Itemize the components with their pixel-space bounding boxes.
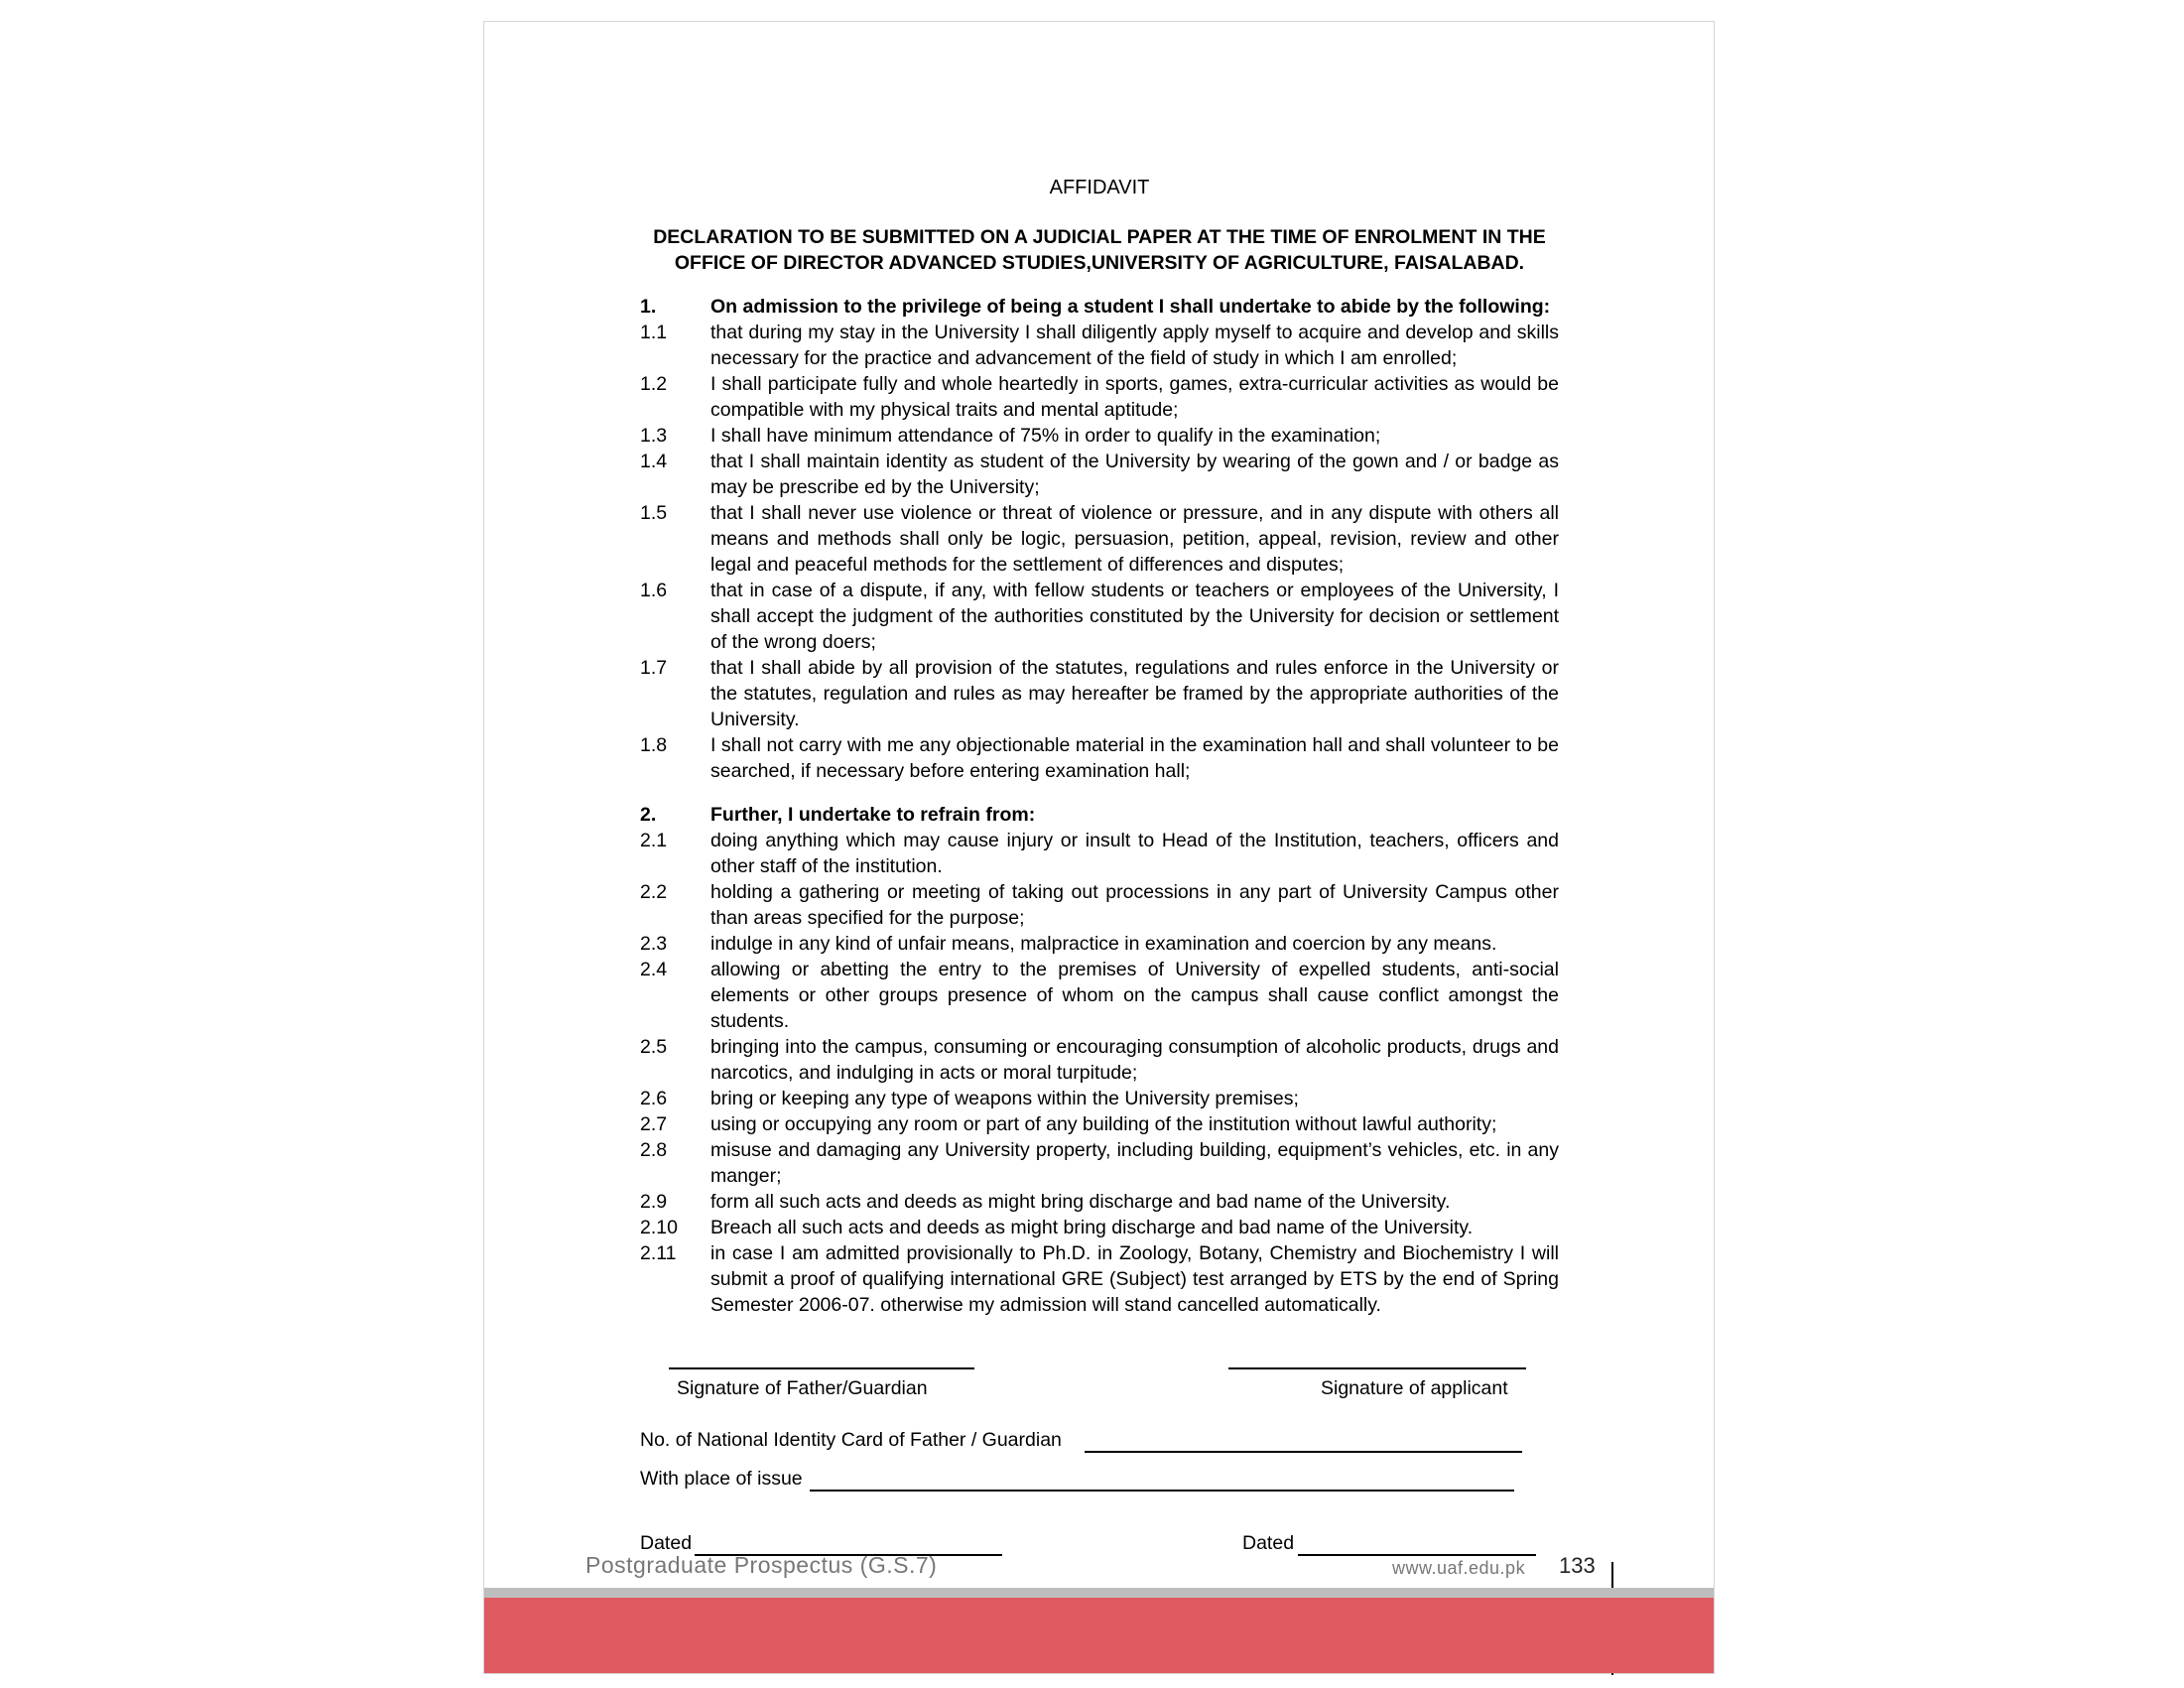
clause-item [640,1240,1559,1318]
applicant-signature-label: Signature of applicant [1321,1377,1508,1399]
clause-text: misuse and damaging any University property, including building, equipment’s vehicles, etc. in any manger; [710,1139,1559,1187]
clause-item [640,1034,1559,1086]
father-signature-label: Signature of Father/Guardian [677,1377,928,1399]
clause-text: allowing or abetting the entry to the premises of University of expelled students, anti-social elements or other groups presence of whom on the campus shall cause conflict amongst the students. [710,959,1559,1032]
clause-number: 1.6 [640,580,668,601]
dated-right-label: Dated [1242,1532,1295,1554]
clause-number: 1.5 [640,502,668,524]
clause-number: 2.11 [640,1242,677,1264]
footer-gray-band [484,1588,1714,1598]
clause-text: form all such acts and deeds as might bring discharge and bad name of the University. [710,1191,1451,1213]
footer-website-link[interactable]: www.uaf.edu.pk [1392,1558,1526,1578]
clause-item [640,879,1559,931]
clause-number: 1.8 [640,734,668,756]
clause-number: 2.10 [640,1217,678,1238]
dated-right-line[interactable] [1298,1554,1536,1556]
document-page [483,21,1715,1674]
clause-text: that during my stay in the University I shall diligently apply myself to acquire and develop and skills necessary for the practice and advancement of the field of study in which I am enrolled; [710,322,1559,369]
clause-item [640,828,1559,879]
clause-text: holding a gathering or meeting of taking out processions in any part of University Campus other than areas specified for the purpose; [710,881,1559,929]
clause-item [640,449,1559,500]
clause-text: I shall participate fully and whole heartedly in sports, games, extra-curricular activities as would be compatible with my physical traits and mental aptitude; [710,373,1559,421]
clause-text: bring or keeping any type of weapons within the University premises; [710,1088,1299,1109]
clause-number: 2.1 [640,830,668,851]
clause-number: 2.7 [640,1113,668,1135]
clause-number: 2.3 [640,933,668,955]
clause-text: Breach all such acts and deeds as might bring discharge and bad name of the University. [710,1217,1474,1238]
clause-item [640,1111,1559,1137]
clause-number: 2.8 [640,1139,668,1161]
clause-item [640,1215,1559,1240]
clause-text: that I shall abide by all provision of the statutes, regulations and rules enforce in the University or the statutes, regulation and rules as may hereafter be framed by the appropriate authorities of the University. [710,657,1559,730]
clause-number: 1.3 [640,425,668,447]
clause-item [640,957,1559,1034]
clause-text: bringing into the campus, consuming or encouraging consumption of alcoholic products, drugs and narcotics, and indulging in acts or moral turpitude; [710,1036,1559,1084]
clause-number: 1.4 [640,451,668,472]
section-2-heading [640,802,1559,828]
document-subtitle [640,224,1559,276]
section-1-heading [640,294,1559,320]
dated-left-label: Dated [640,1532,693,1554]
clause-text: in case I am admitted provisionally to Ph.D. in Zoology, Botany, Chemistry and Biochemistry I will submit a proof of qualifying international GRE (Subject) test arranged by ETS by the end of Spring Semester 2006-07. otherwise my admission will stand cancelled automatically. [710,1242,1559,1316]
section-number: 1. [640,296,657,318]
clause-number: 2.6 [640,1088,668,1109]
clause-number: 2.5 [640,1036,668,1058]
place-of-issue-label: With place of issue [640,1468,803,1490]
document-body [640,151,1559,1318]
document-title: AFFIDAVIT [1049,177,1150,198]
clause-text: indulge in any kind of unfair means, malpractice in examination and coercion by any means. [710,933,1497,955]
clause-item [640,732,1559,784]
nic-field-label: No. of National Identity Card of Father / Guardian [640,1429,1062,1451]
clause-item [640,500,1559,578]
subtitle-line-2: OFFICE OF DIRECTOR ADVANCED STUDIES,UNIVERSITY OF AGRICULTURE, FAISALABAD. [674,252,1525,274]
signature-area [484,1334,1716,1572]
clause-number: 1.1 [640,322,668,343]
clause-text: doing anything which may cause injury or insult to Head of the Institution, teachers, officers and other staff of the institution. [710,830,1559,877]
clause-text: that I shall maintain identity as student of the University by wearing of the gown and / or badge as may be prescribe ed by the University; [710,451,1559,498]
section-heading-text: On admission to the privilege of being a student I shall undertake to abide by the following: [710,296,1551,318]
clause-text: I shall have minimum attendance of 75% in order to qualify in the examination; [710,425,1381,447]
clause-item [640,1189,1559,1215]
footer-red-band [484,1598,1714,1673]
footer-prospectus-label: Postgraduate Prospectus (G.S.7) [585,1552,938,1578]
clause-number: 2.9 [640,1191,668,1213]
section-number: 2. [640,804,657,826]
clause-item [640,371,1559,423]
clause-item [640,423,1559,449]
clause-text: that I shall never use violence or threat of violence or pressure, and in any dispute with others all means and methods shall only be logic, persuasion, petition, appeal, revision, review and other legal and peaceful methods for the settlement of differences and disputes; [710,502,1559,576]
subtitle-line-1: DECLARATION TO BE SUBMITTED ON A JUDICIAL PAPER AT THE TIME OF ENROLMENT IN THE [653,226,1546,248]
clause-item [640,578,1559,655]
section-heading-text: Further, I undertake to refrain from: [710,804,1036,826]
father-signature-line[interactable] [669,1367,974,1369]
section-spacer [640,784,1559,802]
clause-text: that in case of a dispute, if any, with fellow students or teachers or employees of the University, I shall accept the judgment of the authorities constituted by the University for decision or settlement of the wrong doers; [710,580,1559,653]
nic-field-line[interactable] [1085,1451,1522,1453]
clause-number: 1.2 [640,373,668,395]
clause-item [640,320,1559,371]
clause-number: 2.2 [640,881,668,903]
clause-item [640,931,1559,957]
clause-text: using or occupying any room or part of any building of the institution without lawful authority; [710,1113,1497,1135]
clause-item [640,655,1559,732]
clause-item [640,1137,1559,1189]
applicant-signature-line[interactable] [1228,1367,1526,1369]
clause-item [640,1086,1559,1111]
clause-number: 2.4 [640,959,668,980]
clause-number: 1.7 [640,657,668,679]
page-number: 133 [1559,1553,1596,1578]
place-of-issue-line[interactable] [810,1490,1514,1492]
clause-text: I shall not carry with me any objectionable material in the examination hall and shall volunteer to be searched, if necessary before entering examination hall; [710,734,1559,782]
